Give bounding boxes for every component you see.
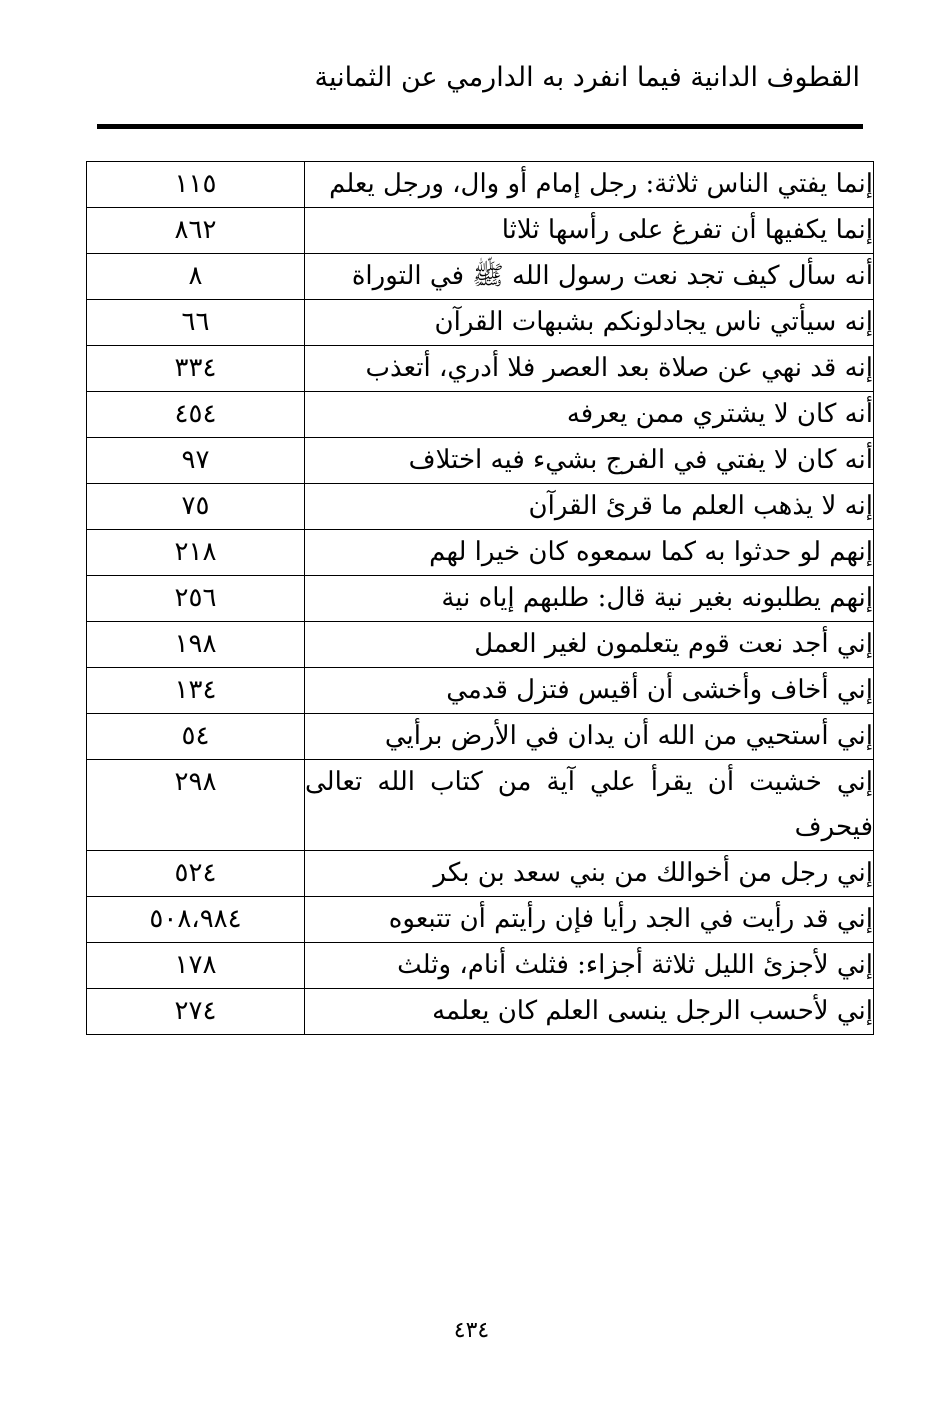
page-ref: ١٩٨ (87, 622, 305, 668)
table-row (87, 714, 874, 760)
hadith-text: إنه سيأتي ناس يجادلونكم بشبهات القرآن (305, 300, 874, 346)
table-row (87, 346, 874, 392)
table-row (87, 943, 874, 989)
hadith-index-body (87, 162, 874, 1035)
hadith-text: إنه لا يذهب العلم ما قرئ القرآن (305, 484, 874, 530)
page-ref: ١٧٨ (87, 943, 305, 989)
page-ref: ٧٥ (87, 484, 305, 530)
hadith-text: إني لأجزئ الليل ثلاثة أجزاء: فثلث أنام، وثلث (305, 943, 874, 989)
page-ref: ٥٢٤ (87, 851, 305, 897)
table-row (87, 622, 874, 668)
table-row (87, 760, 874, 851)
hadith-index-table (86, 161, 874, 1035)
hadith-text: إني رجل من أخوالك من بني سعد بن بكر (305, 851, 874, 897)
table-row (87, 208, 874, 254)
page-ref: ٣٣٤ (87, 346, 305, 392)
table-row (87, 392, 874, 438)
page-ref: ٥٤ (87, 714, 305, 760)
table-row (87, 300, 874, 346)
hadith-text: إني قد رأيت في الجد رأيا فإن رأيتم أن تتبعوه (305, 897, 874, 943)
page-ref: ٢٩٨ (87, 760, 305, 851)
page-ref: ٨٦٢ (87, 208, 305, 254)
table-row (87, 484, 874, 530)
page-ref: ٩٧ (87, 438, 305, 484)
table-row (87, 162, 874, 208)
page-ref: ٢١٨ (87, 530, 305, 576)
hadith-text: إنما يفتي الناس ثلاثة: رجل إمام أو وال، ورجل يعلم (305, 162, 874, 208)
hadith-text: إني أخاف وأخشى أن أقيس فتزل قدمي (305, 668, 874, 714)
hadith-text: إنما يكفيها أن تفرغ على رأسها ثلاثا (305, 208, 874, 254)
page-ref: ٢٥٦ (87, 576, 305, 622)
header-rule (97, 124, 863, 129)
hadith-text: أنه كان لا يفتي في الفرج بشيء فيه اختلاف (305, 438, 874, 484)
table-row (87, 989, 874, 1035)
table-row (87, 851, 874, 897)
page-number: ٤٣٤ (453, 1318, 490, 1343)
running-header: القطوف الدانية فيما انفرد به الدارمي عن الثمانية (314, 62, 860, 93)
hadith-text: إني أجد نعت قوم يتعلمون لغير العمل (305, 622, 874, 668)
table-row (87, 668, 874, 714)
page-ref: ٦٦ (87, 300, 305, 346)
page-ref: ١١٥ (87, 162, 305, 208)
hadith-text: إني لأحسب الرجل ينسى العلم كان يعلمه (305, 989, 874, 1035)
hadith-text: إني خشيت أن يقرأ علي آية من كتاب الله تعالى فيحرف (305, 760, 874, 851)
table-row (87, 254, 874, 300)
page-ref: ٢٧٤ (87, 989, 305, 1035)
page-ref: ١٣٤ (87, 668, 305, 714)
table-row (87, 530, 874, 576)
table-row (87, 438, 874, 484)
hadith-text: إني أستحيي من الله أن يدان في الأرض برأيي (305, 714, 874, 760)
page-ref: ٨ (87, 254, 305, 300)
hadith-text: أنه سأل كيف تجد نعت رسول الله ﷺ في التوراة (305, 254, 874, 300)
hadith-text: إنهم لو حدثوا به كما سمعوه كان خيرا لهم (305, 530, 874, 576)
table-row (87, 897, 874, 943)
page-ref: ٤٥٤ (87, 392, 305, 438)
hadith-text: إنهم يطلبونه بغير نية قال: طلبهم إياه نية (305, 576, 874, 622)
page-ref: ٥٠٨،٩٨٤ (87, 897, 305, 943)
table-row (87, 576, 874, 622)
hadith-text: إنه قد نهي عن صلاة بعد العصر فلا أدري، أتعذب (305, 346, 874, 392)
hadith-text: أنه كان لا يشتري ممن يعرفه (305, 392, 874, 438)
